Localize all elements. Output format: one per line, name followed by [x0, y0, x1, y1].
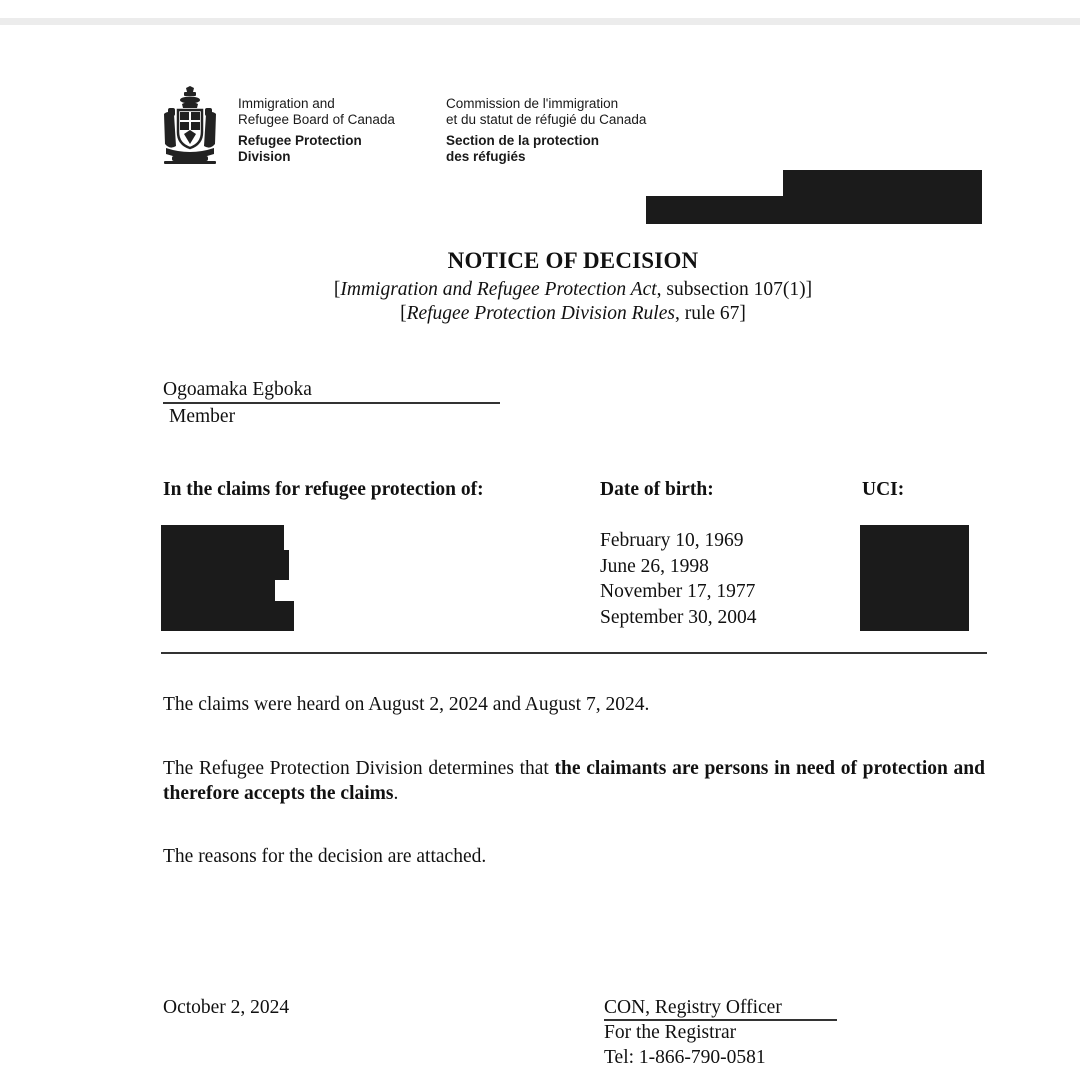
redaction-block — [860, 525, 969, 631]
redaction-block — [646, 196, 982, 224]
dob-item: February 10, 1969 — [600, 530, 744, 551]
determination-text: The Refugee Protection Division determines that — [163, 758, 555, 779]
claimants-heading: In the claims for refugee protection of: — [163, 479, 484, 500]
determination-end: . — [393, 783, 399, 804]
act-open: [ — [333, 279, 341, 300]
header-english — [238, 96, 395, 164]
redaction-block — [161, 525, 284, 552]
dob-item: June 26, 1998 — [600, 555, 709, 577]
for-registrar: For the Registrar — [604, 1022, 737, 1043]
act-rest: , subsection 107(1)] — [656, 279, 813, 300]
hearing-dates: The claims were heard on August 2, 2024 and August 7, 2024. — [163, 694, 650, 715]
header-fr-line3: Section de la protection — [446, 133, 600, 148]
section-divider — [161, 652, 987, 654]
decision-date: October 2, 2024 — [163, 997, 290, 1018]
dob-heading: Date of birth: — [600, 479, 714, 500]
act-name: Immigration and Refugee Protection Act — [340, 279, 657, 300]
header-en-line3: Refugee Protection — [238, 133, 362, 148]
top-bar — [0, 18, 1080, 25]
redaction-block — [783, 170, 982, 198]
coat-of-arms-icon — [162, 86, 218, 166]
dob-item: September 30, 2004 — [600, 606, 757, 628]
uci-heading: UCI: — [862, 479, 905, 500]
redaction-block — [161, 550, 289, 580]
header-french — [446, 96, 646, 164]
dob-item: November 17, 1977 — [600, 581, 756, 602]
header-fr-line1: Commission de l'immigration — [446, 96, 619, 111]
redaction-block — [161, 579, 275, 603]
rules-rest: , rule 67] — [674, 303, 746, 324]
act-citation — [0, 279, 1080, 301]
header-en-line2: Refugee Board of Canada — [238, 111, 395, 127]
registry-officer: CON, Registry Officer — [604, 997, 782, 1018]
header-en-line1: Immigration and — [238, 96, 335, 111]
reasons: The reasons for the decision are attached. — [163, 846, 487, 867]
header-fr-line4: des réfugiés — [446, 148, 526, 164]
header-fr-line2: et du statut de réfugié du Canada — [446, 111, 647, 127]
member-role: Member — [169, 406, 236, 427]
determination — [163, 756, 985, 806]
determination-outcome: the claimants are persons in need of protection and therefore accepts the claims — [163, 758, 985, 804]
rules-name: Refugee Protection Division Rules — [406, 303, 675, 324]
header-en-line4: Division — [238, 148, 291, 164]
telephone: Tel: 1-866-790-0581 — [604, 1047, 766, 1068]
member-name: Ogoamaka Egboka — [163, 379, 312, 400]
dob-list — [600, 528, 757, 630]
rules-open: [ — [400, 303, 407, 324]
rules-citation — [0, 303, 1080, 325]
redaction-block — [161, 601, 294, 631]
notice-title: NOTICE OF DECISION — [447, 248, 699, 273]
